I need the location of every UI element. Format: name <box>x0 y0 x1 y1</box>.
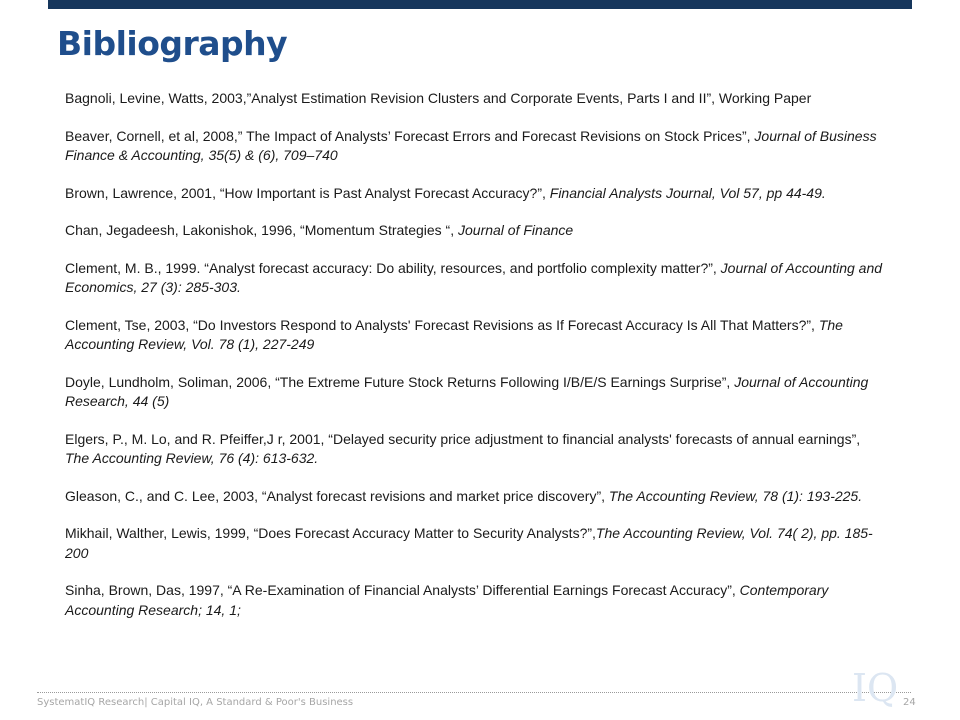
reference-item <box>65 524 887 563</box>
reference-text: Doyle, Lundholm, Soliman, 2006, “The Extreme Future Stock Returns Following I/B/E/S Earnings Surprise”, <box>65 373 735 390</box>
reference-text: Brown, Lawrence, 2001, “How Important is Past Analyst Forecast Accuracy?”, <box>65 184 550 201</box>
footer-divider <box>37 692 911 693</box>
iq-logo-watermark: IQ <box>852 666 899 710</box>
reference-item <box>65 373 887 412</box>
reference-item <box>65 184 887 204</box>
reference-source: The Accounting Review, 78 (1): 193-225. <box>608 487 863 504</box>
reference-source: Journal of Accounting Research, 44 (5) <box>65 373 869 409</box>
reference-text: Sinha, Brown, Das, 1997, “A Re-Examination of Financial Analysts’ Differential Earnings Forecast Accuracy”, <box>65 582 740 598</box>
reference-text: Clement, Tse, 2003, “Do Investors Respond to Analysts' Forecast Revisions as If Forecast Accuracy Is All That Matters?”, <box>65 316 819 333</box>
reference-text: Bagnoli, Levine, Watts, 2003,”Analyst Estimation Revision Clusters and Corporate Events, Parts I and II”, Working Paper <box>65 90 812 106</box>
reference-list <box>65 89 887 638</box>
reference-item <box>65 316 887 355</box>
header-bar <box>48 0 912 9</box>
reference-item <box>65 127 887 166</box>
reference-item <box>65 89 887 109</box>
reference-source: The Accounting Review, Vol. 74( 2), pp. 185-200 <box>65 525 873 561</box>
reference-source: Journal of Finance <box>458 222 574 238</box>
page-number: 24 <box>903 697 916 708</box>
reference-text: Beaver, Cornell, et al, 2008,” The Impact of Analysts’ Forecast Errors and Forecast Revisions on Stock Prices”, <box>65 127 755 144</box>
reference-text: Clement, M. B., 1999. “Analyst forecast accuracy: Do ability, resources, and portfolio complexity matter?”, <box>65 259 721 276</box>
reference-text: Mikhail, Walther, Lewis, 1999, “Does Forecast Accuracy Matter to Security Analysts?”, <box>65 525 596 541</box>
reference-text: Gleason, C., and C. Lee, 2003, “Analyst forecast revisions and market price discovery”, <box>65 487 609 504</box>
reference-source: The Accounting Review, Vol. 78 (1), 227-249 <box>65 316 843 352</box>
reference-source: Journal of Business Finance & Accounting, 35(5) & (6), 709–740 <box>65 127 877 163</box>
reference-text: Elgers, P., M. Lo, and R. Pfeiffer,J r, 2001, “Delayed security price adjustment to financial analysts' forecasts of annual earnings”, <box>65 430 861 447</box>
reference-item <box>65 221 887 241</box>
reference-item <box>65 487 887 507</box>
reference-item <box>65 430 887 469</box>
reference-source: The Accounting Review, 76 (4): 613-632. <box>65 450 319 466</box>
reference-source: Financial Analysts Journal, Vol 57, pp 44-49. <box>549 184 826 201</box>
reference-source: Journal of Accounting and Economics, 27 (3): 285-303. <box>65 259 883 295</box>
reference-item <box>65 259 887 298</box>
reference-item <box>65 581 887 620</box>
footer-text: SystematIQ Research| Capital IQ, A Standard & Poor's Business <box>37 697 354 708</box>
reference-source: Contemporary Accounting Research; 14, 1; <box>65 582 829 618</box>
page-title: Bibliography <box>57 24 288 63</box>
reference-text: Chan, Jegadeesh, Lakonishok, 1996, “Momentum Strategies “, <box>65 222 458 238</box>
